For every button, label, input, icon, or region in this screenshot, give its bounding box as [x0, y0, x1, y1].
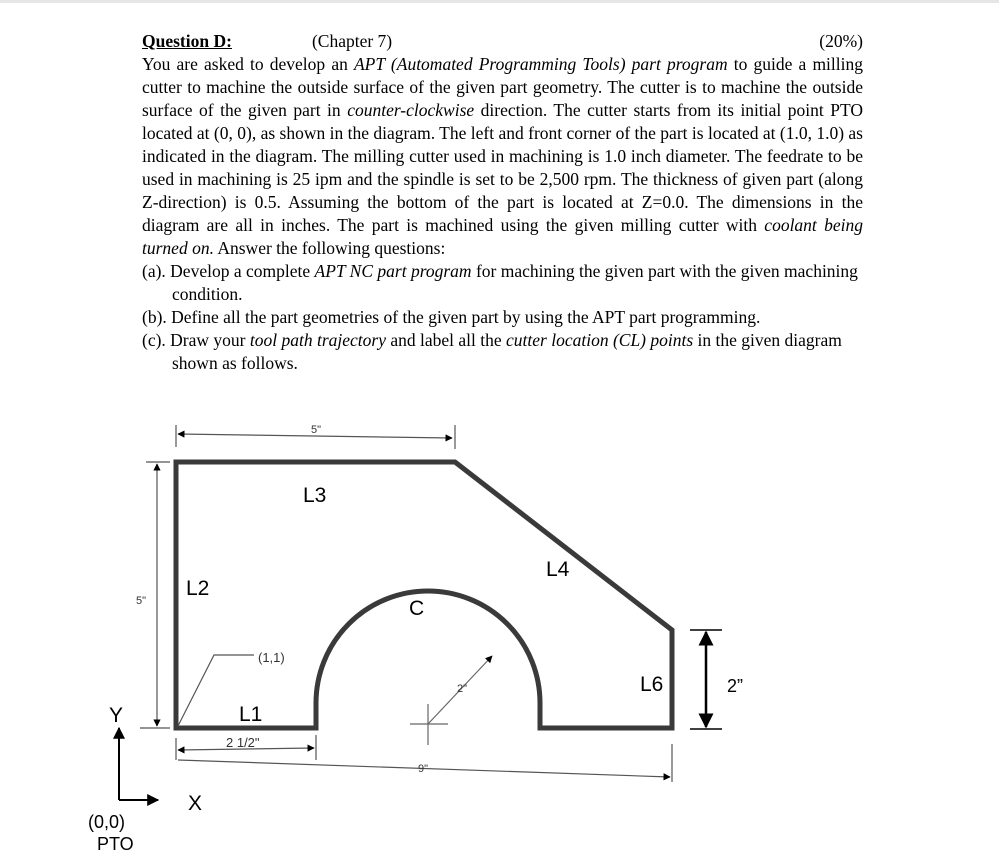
- dim-right: [690, 630, 722, 729]
- origin-name-label: PTO: [97, 834, 134, 854]
- text-span: (c). Draw your: [142, 330, 250, 350]
- text-emphasis: coolant being turned on.: [142, 215, 863, 258]
- label-L1: L1: [239, 703, 263, 726]
- label-L2: L2: [186, 577, 210, 600]
- dim-bottom-short-label: 2 1/2": [226, 735, 260, 750]
- dim-right-label: 2”: [727, 676, 744, 696]
- text-emphasis: cutter location (CL) points: [506, 330, 694, 350]
- arc-radius-label: 2": [457, 683, 468, 695]
- corner-point-label: (1,1): [258, 650, 285, 665]
- arc-center-mark: [410, 704, 448, 745]
- text-span: (b). Define all the part geometries of the given part by using the APT part programming.: [142, 307, 761, 327]
- text-span: You are asked to develop an: [142, 54, 354, 74]
- text-span: direction. The cutter starts from its initial point PTO located at (0, 0), as shown in the diagram. The left and front corner of the part is located at (1.0, 1.0) as indicated in the diagram. The milling cutter used in machining is 1.0 inch diameter. The feedrate to be used in machining is 25 ipm and the spindle is set to be 2,500 rpm. The thickness of given part (along Z-direction) is 0.5. Assuming the bottom of the part is located at Z=0.0. The dimensions in the diagram are all in inches. The part is machined using the given milling cutter with: [142, 100, 863, 235]
- text-emphasis: APT (Automated Programming Tools) part program: [353, 54, 728, 74]
- text-emphasis: APT NC part program: [314, 261, 472, 281]
- dim-left-label: 5": [136, 595, 147, 607]
- text-span: for machining the given part with the given machining condition.: [172, 261, 858, 304]
- text-span: in the given diagram shown as follows.: [172, 330, 842, 373]
- text-emphasis: tool path trajectory: [249, 330, 386, 350]
- text-span: to guide a milling cutter to machine the outside surface of the given part geometry. The cutter is to machine the outside surface of the given part in: [142, 54, 863, 120]
- axis-y-label: Y: [109, 704, 124, 727]
- question-label: Question D:: [142, 31, 232, 51]
- dim-top-label: 5": [311, 424, 322, 436]
- origin-label: (0,0): [88, 812, 126, 832]
- label-L3: L3: [303, 484, 327, 507]
- text-span: Answer the following questions:: [213, 238, 446, 258]
- text-emphasis: counter-clockwise: [347, 100, 475, 120]
- label-L4: L4: [546, 558, 570, 581]
- text-span: and label all the: [385, 330, 507, 350]
- text-span: (a). Develop a complete: [142, 261, 315, 281]
- label-L6: L6: [640, 673, 664, 696]
- axis-x-label: X: [188, 792, 203, 815]
- label-C: C: [409, 597, 425, 620]
- dim-bottom-long-label: 9": [418, 763, 429, 775]
- chapter-reference: (Chapter 7): [311, 31, 393, 51]
- axes: [119, 728, 158, 800]
- question-weight: (20%): [819, 31, 863, 51]
- part-outline: [176, 462, 672, 728]
